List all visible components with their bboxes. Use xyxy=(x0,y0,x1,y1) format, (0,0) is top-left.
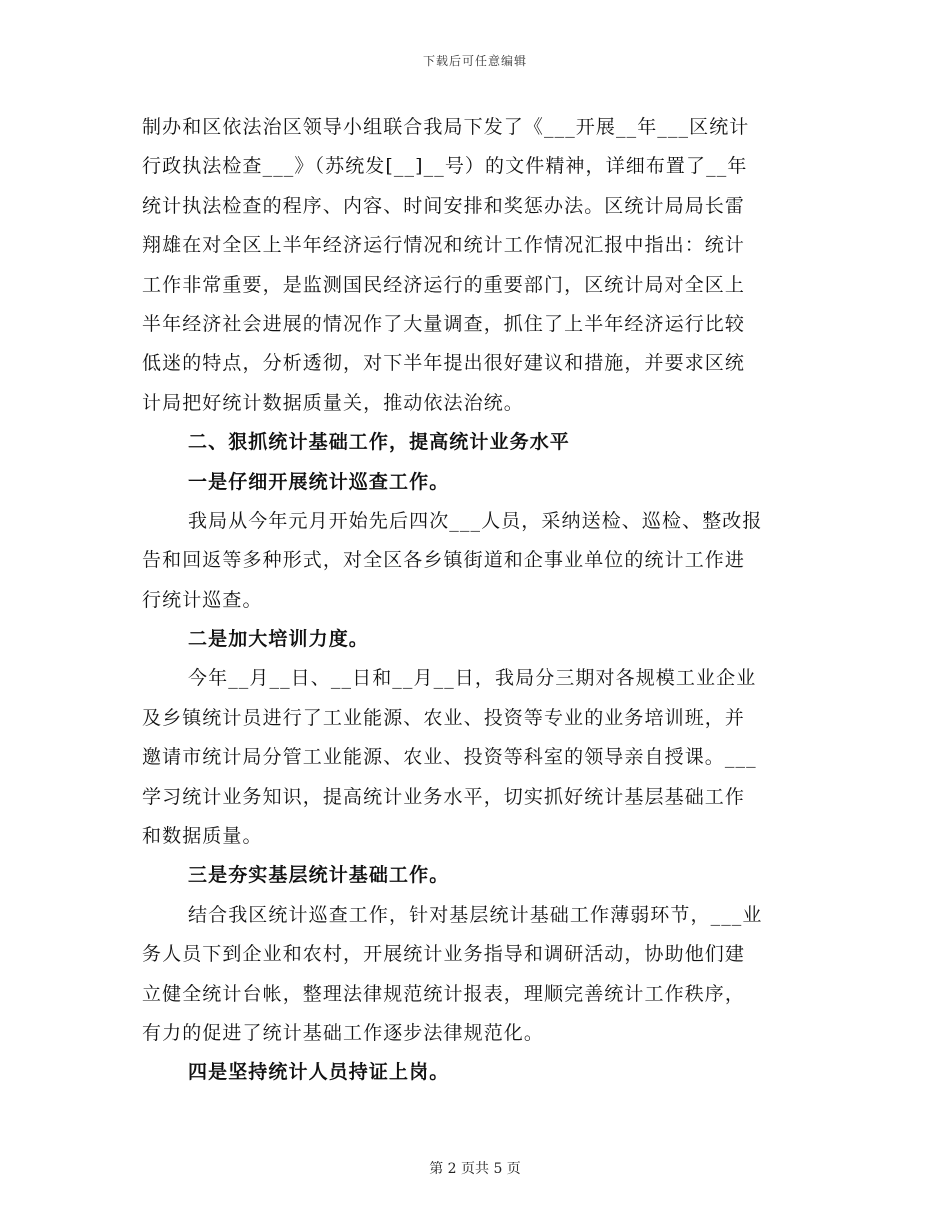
section-heading: 二、狠抓统计基础工作，提高统计业务水平 xyxy=(188,431,570,454)
body-line: 我局从今年元月开始先后四次___人员，采纳送检、巡检、整改报 xyxy=(188,509,763,532)
body-line: 工作非常重要，是监测国民经济运行的重要部门，区统计局对全区上 xyxy=(142,273,746,296)
sub-heading: 二是加大培训力度。 xyxy=(188,628,369,651)
page-header-note: 下载后可任意编辑 xyxy=(422,54,527,68)
body-line: 邀请市统计局分管工业能源、农业、投资等科室的领导亲自授课。___ xyxy=(142,746,757,769)
body-line: 及乡镇统计员进行了工业能源、农业、投资等专业的业务培训班，并 xyxy=(142,706,746,729)
body-line: 制办和区依法治区领导小组联合我局下发了《___开展__年___区统计 xyxy=(142,116,750,138)
body-line: 告和回返等多种形式，对全区各乡镇街道和企事业单位的统计工作进 xyxy=(142,549,746,572)
sub-heading: 一是仔细开展统计巡查工作。 xyxy=(188,470,450,493)
body-line: 半年经济社会进展的情况作了大量调查，抓住了上半年经济运行比较 xyxy=(142,312,746,335)
sub-heading: 三是夯实基层统计基础工作。 xyxy=(188,864,450,887)
body-line: 计局把好统计数据质量关，推动依法治统。 xyxy=(142,391,524,414)
body-line: 低迷的特点，分析透彻，对下半年提出很好建议和措施，并要求区统 xyxy=(142,352,746,375)
page-number: 第 2 页共 5 页 xyxy=(429,1161,521,1177)
body-line: 有力的促进了统计基础工作逐步法律规范化。 xyxy=(142,1021,545,1044)
body-line: 立健全统计台帐，整理法律规范统计报表，理顺完善统计工作秩序， xyxy=(142,982,746,1005)
body-line: 统计执法检查的程序、内容、时间安排和奖惩办法。区统计局局长雷 xyxy=(142,194,746,217)
body-line: 行政执法检查___》（苏统发[__]__号）的文件精神，详细布置了__年 xyxy=(142,155,748,178)
body-line: 行统计巡查。 xyxy=(142,588,263,611)
body-line: 翔雄在对全区上半年经济运行情况和统计工作情况汇报中指出：统计 xyxy=(142,234,746,257)
body-line: 务人员下到企业和农村，开展统计业务指导和调研活动，协助他们建 xyxy=(142,943,746,966)
body-line: 今年__月__日、__日和__月__日，我局分三期对各规模工业企业 xyxy=(188,667,757,690)
sub-heading: 四是坚持统计人员持证上岗。 xyxy=(188,1061,450,1084)
body-line: 结合我区统计巡查工作，针对基层统计基础工作薄弱环节，___业 xyxy=(188,903,763,926)
document-body xyxy=(142,108,810,1093)
body-line: 和数据质量。 xyxy=(142,825,263,848)
body-line: 学习统计业务知识，提高统计业务水平，切实抓好统计基层基础工作 xyxy=(142,785,746,808)
